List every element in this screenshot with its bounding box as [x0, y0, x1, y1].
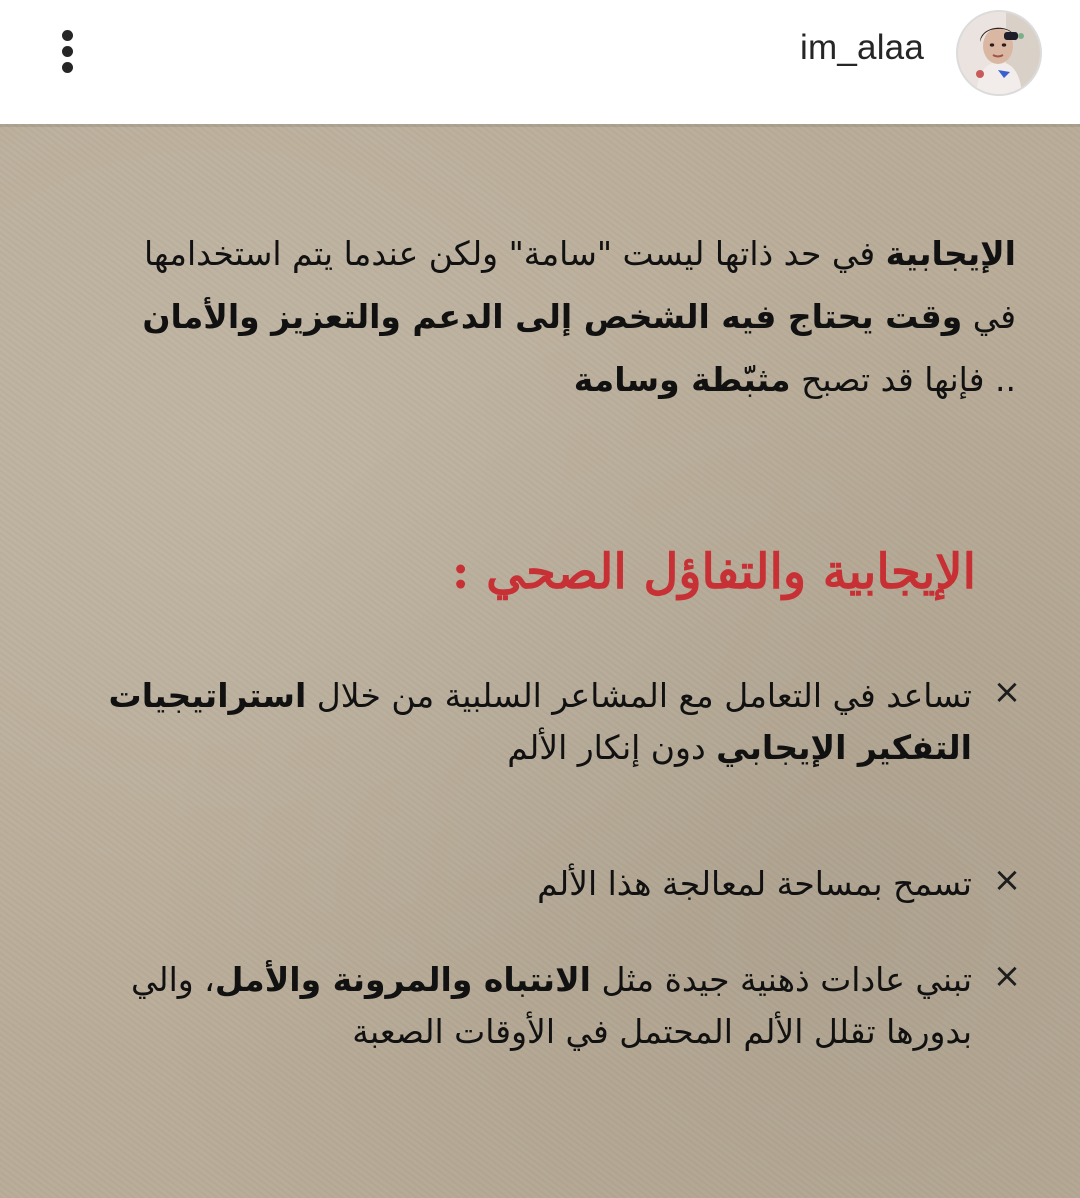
item-text: تبني عادات ذهنية جيدة مثل [590, 960, 972, 999]
intro-bold-3: مثبّطة وسامة [573, 360, 791, 399]
x-bullet-icon: × [992, 860, 1022, 900]
intro-bold-2: وقت يحتاج فيه الشخص إلى الدعم والتعزيز والأمان [142, 297, 963, 336]
item-text: تسمح بمساحة لمعالجة هذا الألم [537, 864, 972, 903]
section-title: الإيجابية والتفاؤل الصحي : [451, 544, 976, 600]
list-item-text [92, 954, 972, 1058]
x-bullet-icon: × [992, 672, 1022, 712]
intro-bold-1: الإيجابية [885, 234, 1016, 273]
dot [62, 62, 73, 73]
dot [62, 30, 73, 41]
intro-paragraph [126, 222, 1016, 411]
intro-text-1: في حد ذاتها ليست "سامة" ولكن عندما يتم استخدامها في [144, 234, 1016, 336]
post-header [0, 0, 1080, 124]
post-image[interactable] [0, 124, 1080, 1198]
list-item-text [92, 858, 972, 910]
avatar[interactable] [956, 10, 1042, 96]
x-bullet-icon: × [992, 956, 1022, 996]
list-item-text [92, 670, 972, 774]
profile-photo-icon [958, 12, 1040, 94]
item-bold: الانتباه والمرونة والأمل [214, 960, 591, 999]
intro-text-2: .. فإنها قد تصبح [790, 360, 1016, 399]
item-text: ، والي بدورها تقلل الألم المحتمل في الأوقات الصعبة [131, 960, 972, 1051]
item-text: دون إنكار الألم [507, 728, 717, 767]
username-link[interactable]: im_alaa [800, 28, 924, 67]
item-text: تساعد في التعامل مع المشاعر السلبية من خلال [306, 676, 972, 715]
item-bold: استراتيجيات التفكير الإيجابي [108, 676, 972, 767]
dot [62, 46, 73, 57]
more-options-icon[interactable] [46, 24, 90, 80]
